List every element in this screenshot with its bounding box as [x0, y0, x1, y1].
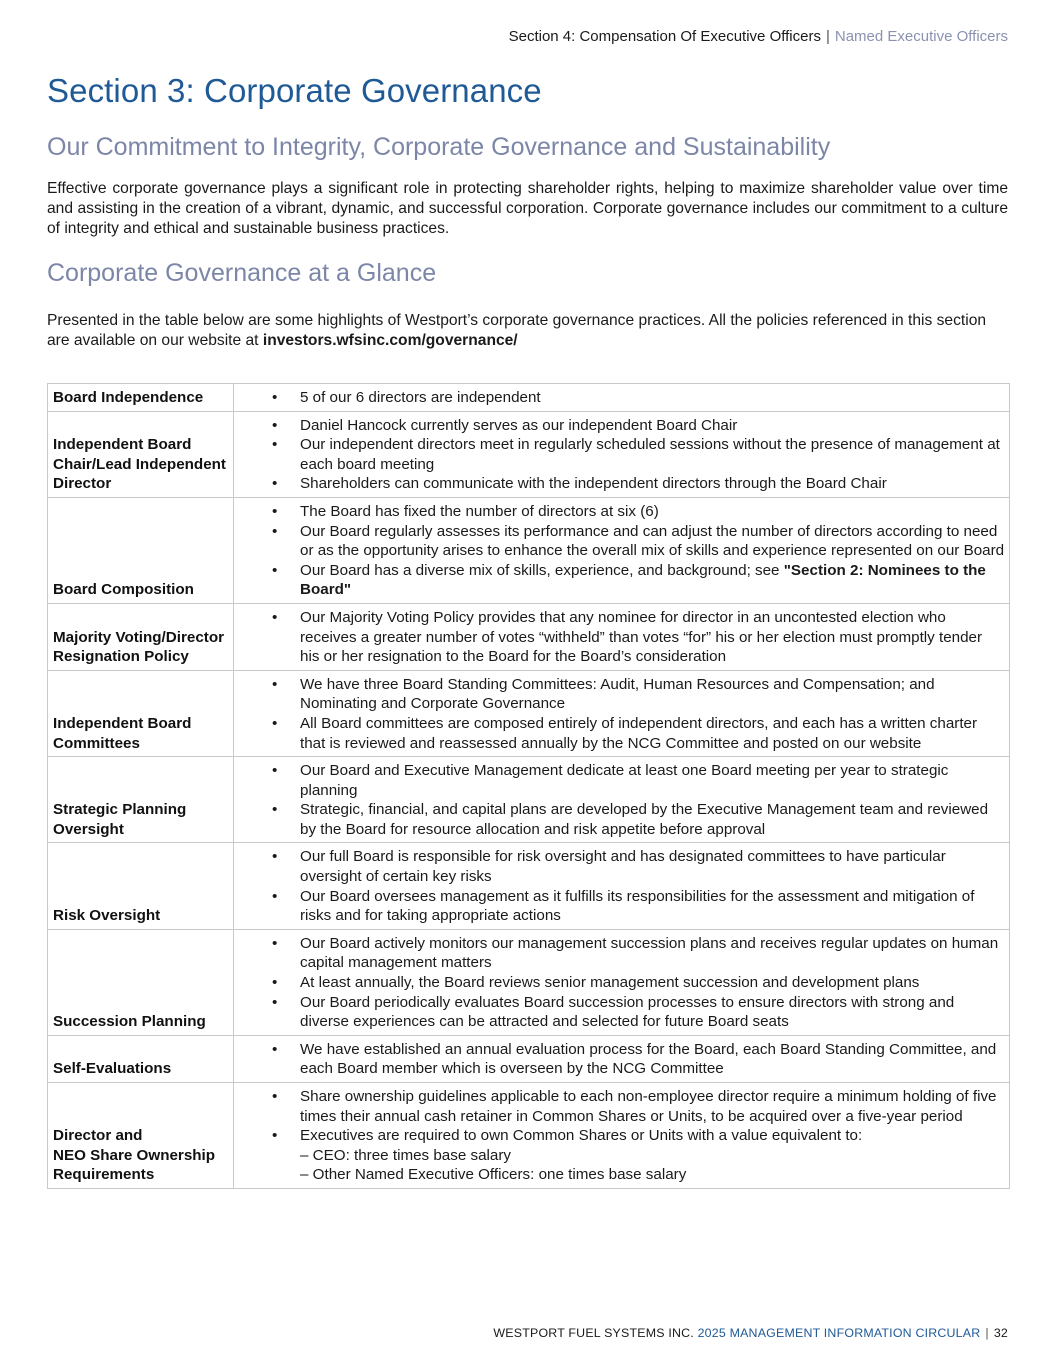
glance-paragraph [47, 311, 1008, 351]
running-header [509, 28, 1008, 45]
table-row [48, 497, 1010, 603]
table-row [48, 1083, 1010, 1189]
page-footer [493, 1326, 1008, 1340]
bullet-item: • All Board committees are composed entirely of independent directors, and each has a written charter that is reviewed and reassessed annually by the NCG Committee and posted on our website [234, 714, 1005, 753]
row-label: Board Composition [48, 497, 234, 603]
glance-text: Presented in the table below are some highlights of Westport’s corporate governance practices. All the policies referenced in this section are available on our website at [47, 312, 987, 349]
bullet-item: • Our Board and Executive Management dedicate at least one Board meeting per year to strategic planning [234, 761, 1005, 800]
header-section: Section 4: Compensation Of Executive Officers [508, 28, 821, 45]
bullet-item: • Our Board actively monitors our management succession plans and receives regular updates on human capital management matters [234, 934, 1005, 973]
commitment-paragraph: Effective corporate governance plays a significant role in protecting shareholder rights, helping to maximize shareholder value over time and assisting in the creation of a vibrant, dynamic, and successful corporation. Corporate governance includes our commitment to a culture of integrity and ethical and sustainable business practices. [47, 180, 1008, 237]
bullet-item: • Our independent directors meet in regularly scheduled sessions without the presence of management at each board meeting [234, 435, 1005, 474]
section-title: Section 3: Corporate Governance [47, 72, 542, 109]
bullet-text: • Executives are required to own Common Shares or Units with a value equivalent to: [300, 1127, 863, 1145]
page-number: 32 [993, 1326, 1008, 1340]
row-content [234, 929, 1010, 1035]
bullet-item: • The Board has fixed the number of directors at six (6) [234, 502, 1005, 522]
footer-company: WESTPORT FUEL SYSTEMS INC. [493, 1326, 694, 1340]
table-row [48, 603, 1010, 670]
bullet-item: • Our Board oversees management as it fulfills its responsibilities for the assessment and mitigation of risks and for taking appropriate actions [234, 887, 1005, 926]
bullet-item: • Strategic, financial, and capital plans are developed by the Executive Management team and reviewed by the Board for resource allocation and risk appetite before approval [234, 800, 1005, 839]
row-label: Succession Planning [48, 929, 234, 1035]
row-label: Independent Board Committees [48, 670, 234, 756]
table-row [48, 411, 1010, 497]
bullet-item: • 5 of our 6 directors are independent [234, 388, 1005, 408]
row-label: Risk Oversight [48, 843, 234, 929]
bullet-item: • At least annually, the Board reviews senior management succession and development plans [234, 973, 1005, 993]
row-label: Strategic Planning Oversight [48, 757, 234, 843]
sub-item: – CEO: three times base salary [300, 1146, 512, 1164]
table-row [48, 929, 1010, 1035]
bullet-item: • Our Board regularly assesses its performance and can adjust the number of directors according to need or as the opportunity arises to enhance the overall mix of skills and experience represented on our Board [234, 522, 1005, 561]
bullet-item: • Our Board periodically evaluates Board succession processes to ensure directors with strong and diverse experiences can be attracted and selected for future Board seats [234, 993, 1005, 1032]
bullet-item: • Our full Board is responsible for risk oversight and has designated committees to have particular oversight of certain key risks [234, 847, 1005, 886]
row-label: Board Independence [48, 384, 234, 412]
footer-separator: | [985, 1326, 989, 1340]
row-content [234, 1035, 1010, 1082]
row-content [234, 1083, 1010, 1189]
bullet-item [234, 561, 1005, 600]
footer-document: 2025 MANAGEMENT INFORMATION CIRCULAR [697, 1326, 981, 1340]
bullet-item: • Daniel Hancock currently serves as our independent Board Chair [234, 416, 1005, 436]
bullet-item: • We have established an annual evaluation process for the Board, each Board Standing Committee, and each Board member which is overseen by the NCG Committee [234, 1040, 1005, 1079]
governance-link[interactable]: investors.wfsinc.com/governance/ [262, 331, 518, 349]
sub-item: – Other Named Executive Officers: one times base salary [300, 1166, 687, 1184]
header-subsection: Named Executive Officers [834, 28, 1008, 45]
row-label-line: Director and [53, 1127, 143, 1145]
row-label [48, 1083, 234, 1189]
row-content [234, 497, 1010, 603]
bullet-item: • Shareholders can communicate with the independent directors through the Board Chair [234, 474, 1005, 494]
row-content [234, 411, 1010, 497]
bullet-item: • Share ownership guidelines applicable to each non-employee director require a minimum holding of five times their annual cash retainer in Common Shares or Units, to be acquired over a five-year period [234, 1087, 1005, 1126]
glance-heading: Corporate Governance at a Glance [47, 259, 437, 287]
row-label-line: NEO Share Ownership Requirements [53, 1146, 216, 1184]
table-row [48, 843, 1010, 929]
bullet-item [234, 1126, 1005, 1185]
bullet-item: • We have three Board Standing Committees: Audit, Human Resources and Compensation; and Nominating and Corporate Governance [234, 675, 1005, 714]
table-row [48, 757, 1010, 843]
row-content [234, 670, 1010, 756]
row-content [234, 843, 1010, 929]
row-label: Majority Voting/Director Resignation Policy [48, 603, 234, 670]
table-row [48, 670, 1010, 756]
row-label: Self-Evaluations [48, 1035, 234, 1082]
commitment-heading: Our Commitment to Integrity, Corporate Governance and Sustainability [47, 133, 831, 161]
table-row [48, 1035, 1010, 1082]
bullet-item: • Our Majority Voting Policy provides that any nominee for director in an uncontested election who receives a greater number of votes “withheld” than votes “for” his or her election must promptly tender his or her resignation to the Board for the Board’s consideration [234, 608, 1005, 667]
table-row [48, 384, 1010, 412]
header-separator: | [825, 28, 830, 45]
nominees-reference: "Section 2: Nominees to the Board" [300, 561, 986, 599]
row-content [234, 603, 1010, 670]
row-content [234, 757, 1010, 843]
row-label: Independent Board Chair/Lead Independent Director [48, 411, 234, 497]
governance-table [47, 383, 1010, 1189]
row-content [234, 384, 1010, 412]
bullet-text: Our Board has a diverse mix of skills, experience, and background; see [300, 561, 784, 579]
